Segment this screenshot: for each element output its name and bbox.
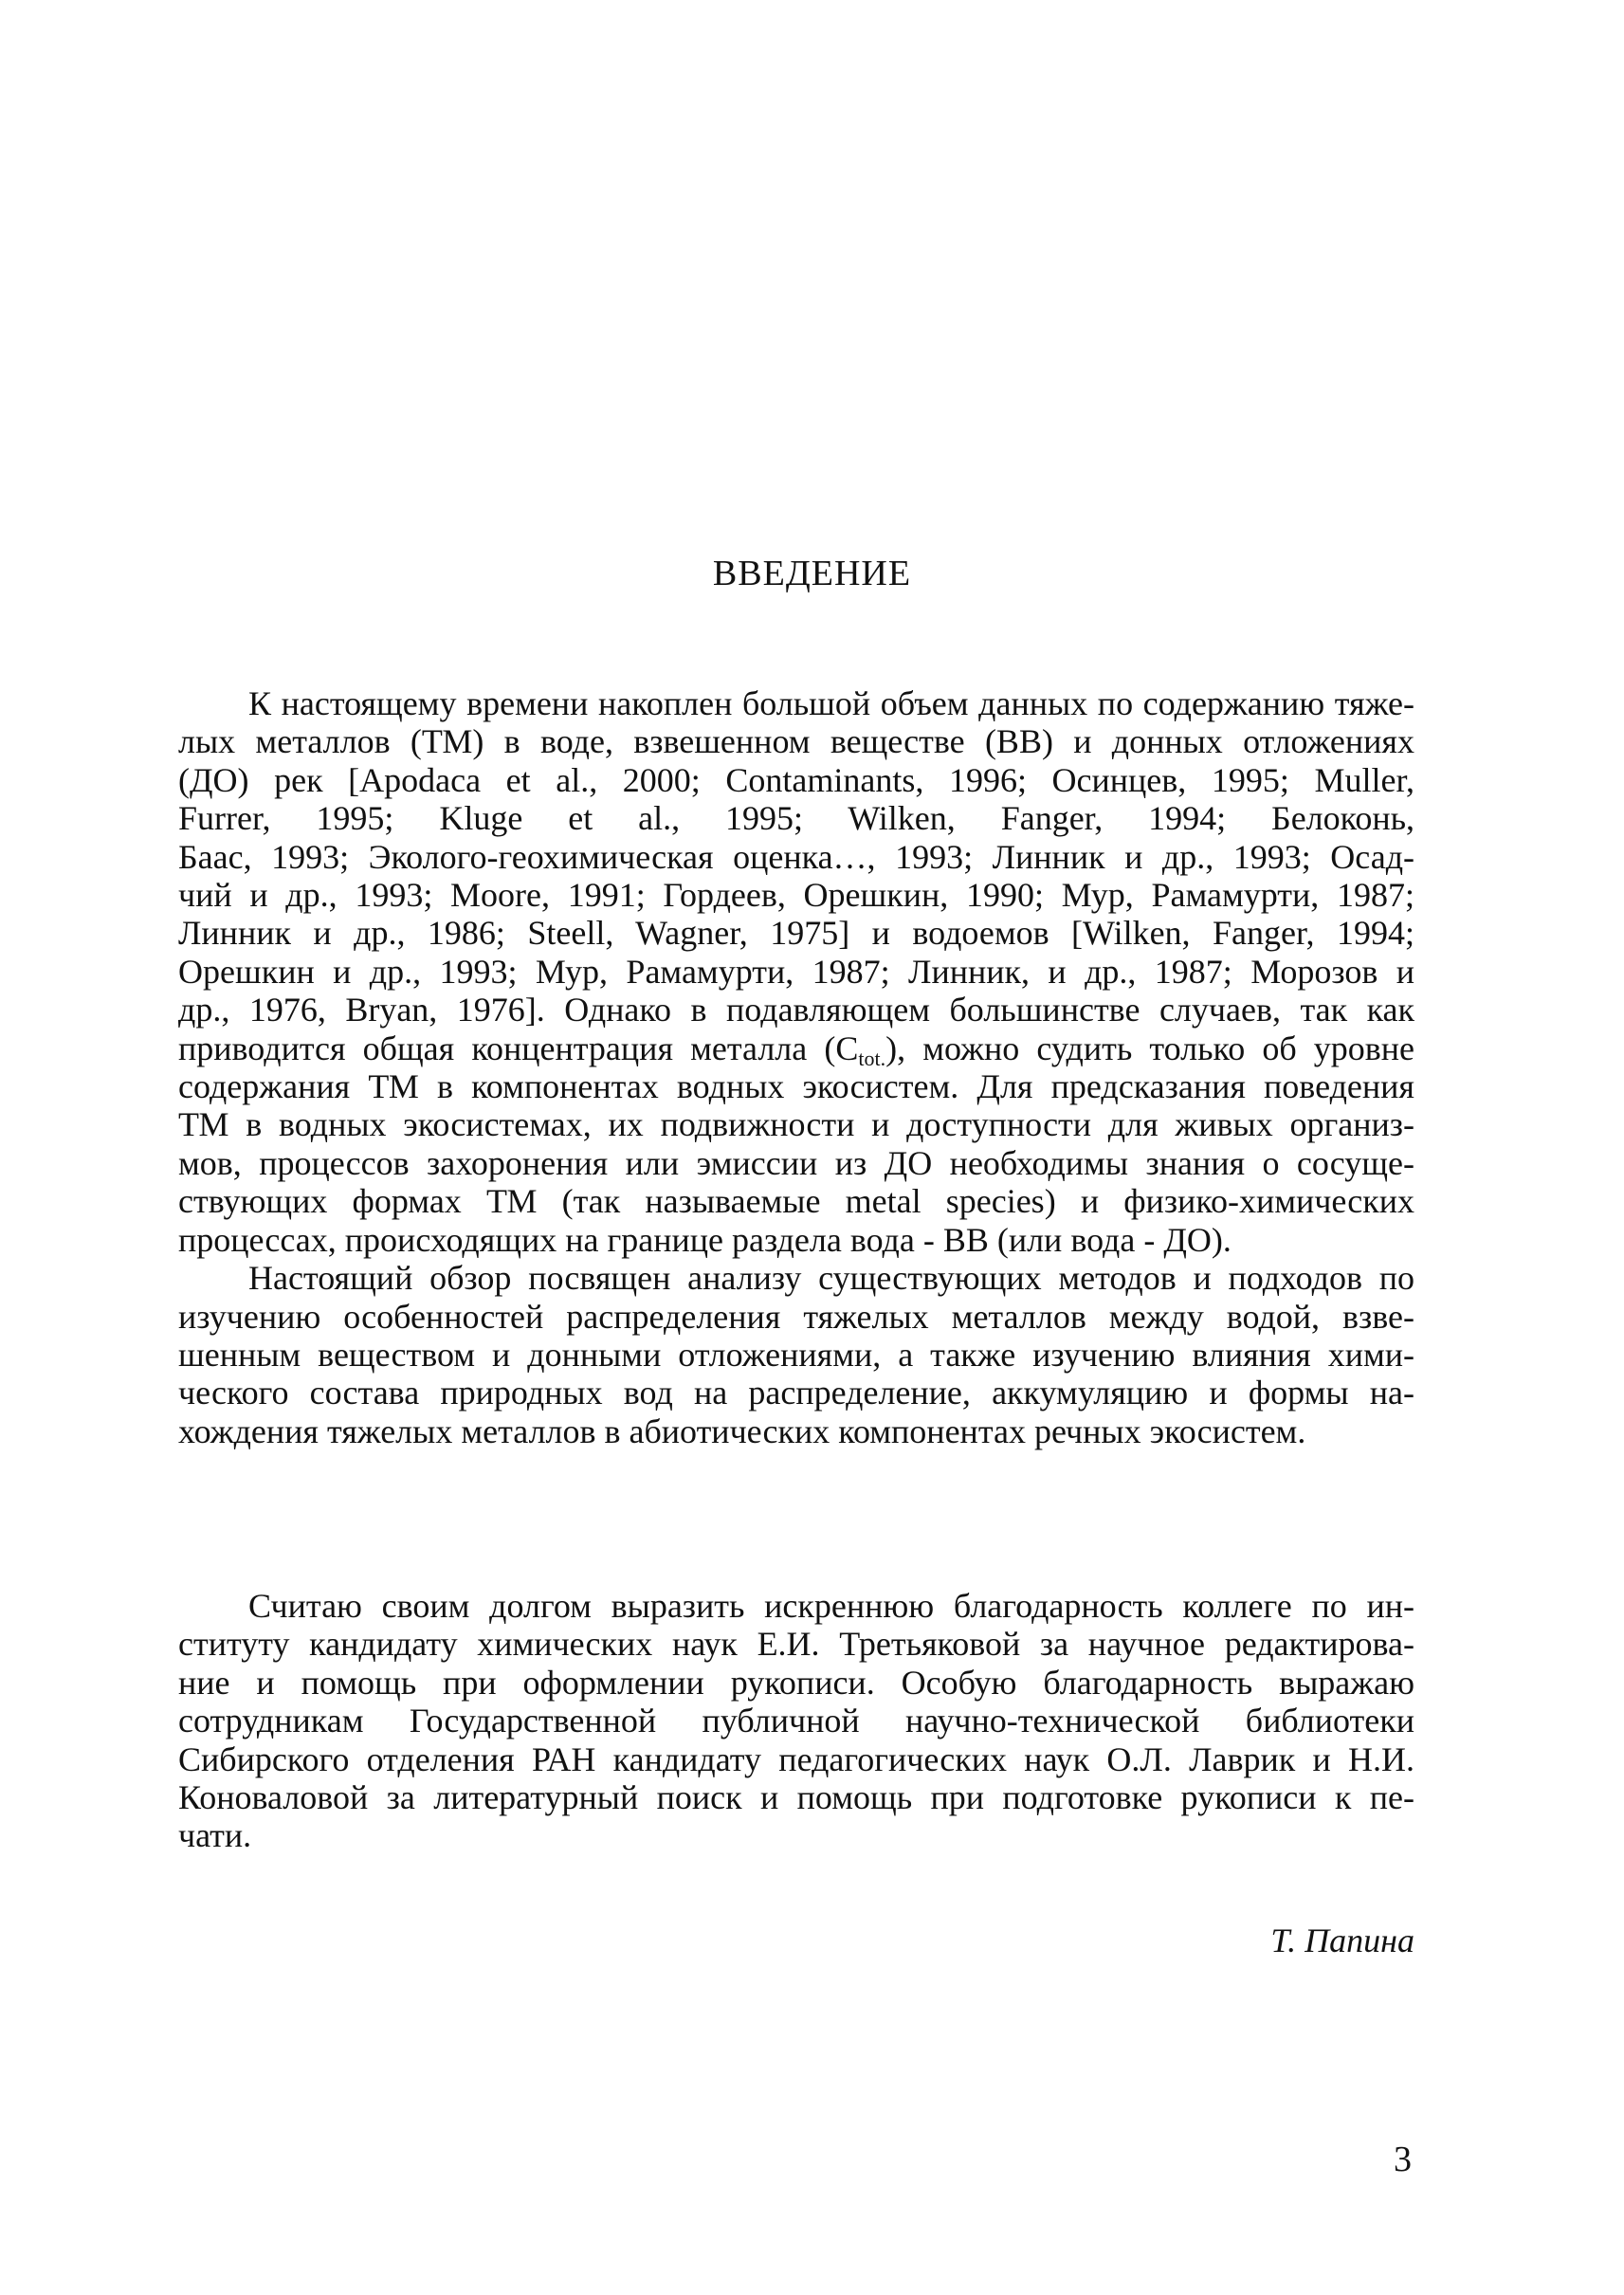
text-line: Сибирского отделения РАН кандидату педагогических наук О.Л. Лаврик и Н.И. [178, 1739, 1414, 1778]
text-line: чий и др., 1993; Moore, 1991; Гордеев, Орешкин, 1990; Мур, Рамамурти, 1987; [178, 876, 1414, 915]
text-line: ческого состава природных вод на распределение, аккумуляцию и формы на- [178, 1374, 1414, 1412]
text-line: ние и помощь при оформлении рукописи. Особую благодарность выражаю [178, 1663, 1414, 1702]
text-line: др., 1976, Bryan, 1976]. Однако в подавляющем большинстве случаев, так как [178, 991, 1414, 1029]
text-line-ctot [178, 1029, 1414, 1070]
text-line: ствующих формах ТМ (так называемые metal species) и физико-химических [178, 1182, 1414, 1221]
text-line: Баас, 1993; Эколого-геохимическая оценка…, 1993; Линник и др., 1993; Осад- [178, 837, 1414, 876]
text-line: процессах, происходящих на границе раздела вода - ВВ (или вода - ДО). [178, 1220, 1232, 1259]
text-line: Линник и др., 1986; Steell, Wagner, 1975] и водоемов [Wilken, Fanger, 1994; [178, 914, 1414, 953]
text-line: Коноваловой за литературный поиск и помощь при подготовке рукописи к пе- [178, 1778, 1414, 1817]
text-line: Настоящий обзор посвящен анализу существующих методов и подходов по [248, 1259, 1414, 1298]
ctot-before: приводится общая концентрация металла (C [178, 1029, 859, 1067]
text-line: Считаю своим долгом выразить искреннюю благодарность коллеге по ин- [248, 1587, 1414, 1625]
text-line: ТМ в водных экосистемах, их подвижности и доступности для живых организ- [178, 1105, 1414, 1144]
ctot-subscript: tot. [858, 1046, 886, 1070]
text-line: мов, процессов захоронения или эмиссии из ДО необходимы знания о сосуще- [178, 1143, 1414, 1182]
text-line: изучению особенностей распределения тяжелых металлов между водой, взве- [178, 1297, 1414, 1336]
intro-text [178, 684, 1414, 1450]
text-line: ституту кандидату химических наук Е.И. Третьяковой за научное редактирова- [178, 1625, 1414, 1664]
text-line: (ДО) рек [Apodaca et al., 2000; Contaminants, 1996; Осинцев, 1995; Muller, [178, 760, 1414, 799]
text-line: содержания ТМ в компонентах водных экосистем. Для предсказания поведения [178, 1067, 1414, 1106]
text-line: сотрудникам Государственной публичной научно-технической библиотеки [178, 1702, 1414, 1740]
section-heading: ВВЕДЕНИЕ [712, 554, 912, 593]
acknowledgements-text [178, 1587, 1414, 1855]
text-line: шенным веществом и донными отложениями, а также изучению влияния хими- [178, 1335, 1414, 1374]
text-line: лых металлов (ТМ) в воде, взвешенном веществе (ВВ) и донных отложениях [178, 722, 1414, 761]
text-line: К настоящему времени накоплен большой объем данных по содержанию тяже- [248, 684, 1414, 722]
author-signature: Т. Папина [1270, 1922, 1414, 1959]
text-line: чати. [178, 1816, 252, 1855]
page-number: 3 [1394, 2140, 1412, 2179]
text-line: Орешкин и др., 1993; Мур, Рамамурти, 1987; Линник, и др., 1987; Морозов и [178, 952, 1414, 991]
text-line: хождения тяжелых металлов в абиотических компонентах речных экосистем. [178, 1412, 1306, 1450]
text-line: Furrer, 1995; Kluge et al., 1995; Wilken, Fanger, 1994; Белоконь, [178, 799, 1414, 838]
ctot-after: ), можно судить только об уровне [885, 1029, 1414, 1067]
